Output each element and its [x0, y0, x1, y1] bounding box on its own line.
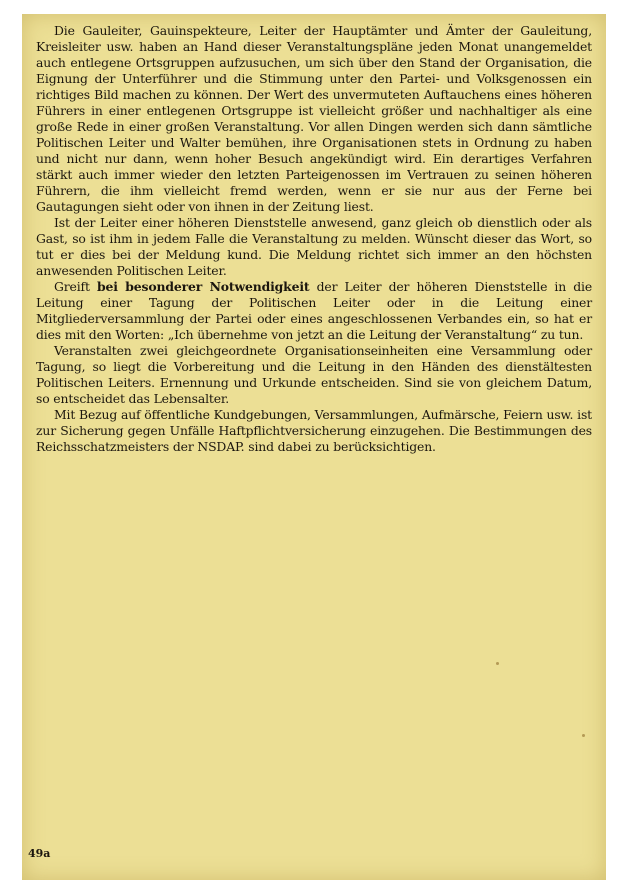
- paper-speck: [582, 734, 585, 737]
- emphasis-text: bei besonderer Notwendigkeit: [96, 279, 310, 294]
- paper-speck: [496, 662, 499, 665]
- book-page: [22, 14, 606, 880]
- paragraph-3-rest: der Leiter der höheren Dienststelle in die Leitung einer Tagung der Politischen Leiter oder in die Leitung einer Mitgliederversammlung der Partei oder eines angeschlossenen Verbandes ein, so hat er dies mit den Worten: „Ich übernehme von jetzt an die Leitung der Veranstaltung“ zu tun.: [36, 279, 592, 342]
- paragraph-1: Die Gauleiter, Gauinspekteure, Leiter der Hauptämter und Ämter der Gauleitung, Kreisleiter usw. haben an Hand dieser Veranstaltungspläne jeden Monat unangemeldet auch entlegene Ortsgruppen aufzusuchen, um sich über den Stand der Organisation, die Eignung der Unterführer und die Stimmung unter den Partei- und Volksgenossen ein richtiges Bild machen zu können. Der Wert des unvermuteten Auftauchens eines höheren Führers in einer entlegenen Ortsgruppe ist vielleicht größer und nachhaltiger als eine große Rede in einer großen Veranstaltung. Vor allen Dingen werden sich dann sämtliche Politischen Leiter und Walter bemühen, ihre Organisationen stets in Ordnung zu haben und nicht nur dann, wenn hoher Besuch angekündigt wird. Ein derartiges Verfahren stärkt auch immer wieder den letzten Parteigenossen im Vertrauen zu seinen höheren Führern, die ihm vielleicht fremd werden, wenn er sie nur aus der Ferne bei Gautagungen sieht oder von ihnen in der Zeitung liest.: [36, 23, 592, 214]
- page-number: 49a: [28, 847, 51, 860]
- paragraph-3-start: Greift: [54, 279, 97, 294]
- body-text: [36, 23, 592, 455]
- paragraph-2: Ist der Leiter einer höheren Dienststelle anwesend, ganz gleich ob dienstlich oder als Gast, so ist ihm in jedem Falle die Veranstaltung zu melden. Wünscht dieser das Wort, so tut er dies bei der Meldung kund. Die Meldung richtet sich immer an den höchsten anwesenden Politischen Leiter.: [36, 215, 592, 278]
- paragraph-5: Mit Bezug auf öffentliche Kundgebungen, Versammlungen, Aufmärsche, Feiern usw. ist zur Sicherung gegen Unfälle Haftpflichtversicherung einzugehen. Die Bestimmungen des Reichsschatzmeisters der NSDAP. sind dabei zu berücksichtigen.: [36, 407, 592, 454]
- paragraph-3: [36, 279, 592, 343]
- paragraph-4: Veranstalten zwei gleichgeordnete Organisationseinheiten eine Versammlung oder Tagung, so liegt die Vorbereitung und die Leitung in den Händen des dienstältesten Politischen Leiters. Ernennung und Urkunde entscheiden. Sind sie von gleichem Datum, so entscheidet das Lebensalter.: [36, 343, 592, 406]
